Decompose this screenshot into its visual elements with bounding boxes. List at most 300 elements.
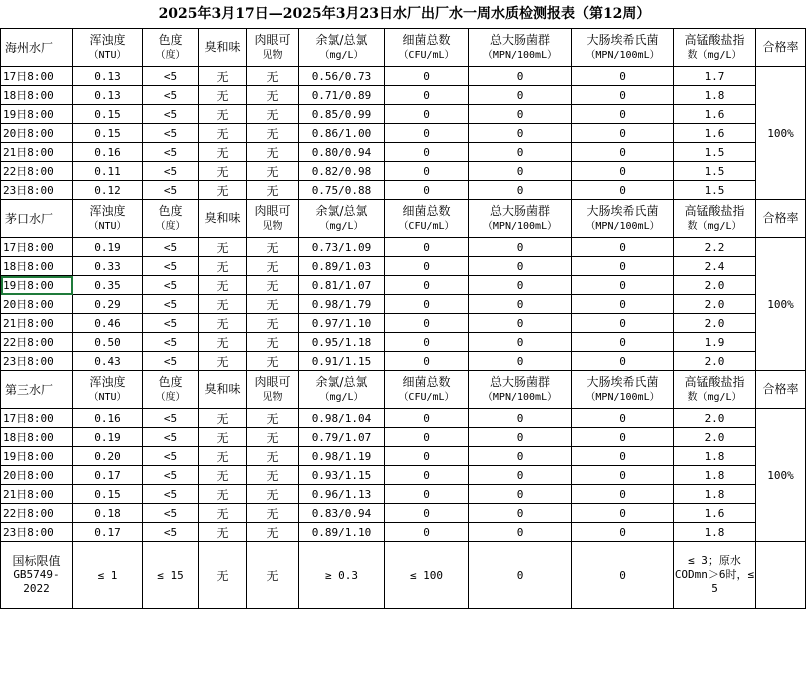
plant-header-row bbox=[1, 200, 806, 238]
bacteria-cell[interactable]: 0 bbox=[385, 257, 469, 276]
header-permanganate-line2: 数（mg/L） bbox=[687, 220, 742, 232]
coliform-cell[interactable]: 0 bbox=[469, 105, 572, 124]
turbidity-cell[interactable]: 0.13 bbox=[73, 67, 143, 86]
bacteria-cell[interactable]: 0 bbox=[385, 314, 469, 333]
color-cell[interactable]: <5 bbox=[143, 466, 199, 485]
turbidity-cell[interactable]: 0.50 bbox=[73, 333, 143, 352]
turbidity-cell[interactable]: 0.13 bbox=[73, 86, 143, 105]
table-row bbox=[1, 333, 806, 352]
date-cell[interactable]: 18日8:00 bbox=[1, 86, 73, 105]
header-coliform-line1: 总大肠菌群 bbox=[489, 32, 550, 47]
header-bacteria[interactable] bbox=[385, 29, 469, 67]
color-cell[interactable]: <5 bbox=[143, 162, 199, 181]
header-permanganate[interactable] bbox=[674, 29, 756, 67]
visible-cell[interactable]: 无 bbox=[247, 333, 299, 352]
header-ecoli-line1: 大肠埃希氏菌 bbox=[586, 374, 659, 389]
standard-ecoli[interactable]: 0 bbox=[572, 542, 674, 609]
header-visible-line2: 见物 bbox=[262, 49, 283, 61]
chlorine-cell[interactable]: 0.93/1.15 bbox=[299, 466, 385, 485]
header-ecoli-line2: （MPN/100mL） bbox=[585, 49, 660, 61]
ecoli-cell[interactable]: 0 bbox=[572, 447, 674, 466]
coliform-cell[interactable]: 0 bbox=[469, 523, 572, 542]
cod-cell[interactable]: 2.0 bbox=[674, 295, 756, 314]
cod-cell[interactable]: 1.5 bbox=[674, 181, 756, 200]
coliform-cell[interactable]: 0 bbox=[469, 504, 572, 523]
color-cell[interactable]: <5 bbox=[143, 295, 199, 314]
color-cell[interactable]: <5 bbox=[143, 276, 199, 295]
header-ecoli-line1: 大肠埃希氏菌 bbox=[586, 203, 659, 218]
coliform-cell[interactable]: 0 bbox=[469, 352, 572, 371]
cod-cell[interactable]: 1.8 bbox=[674, 447, 756, 466]
coliform-cell[interactable]: 0 bbox=[469, 466, 572, 485]
turbidity-cell[interactable]: 0.33 bbox=[73, 257, 143, 276]
cod-cell[interactable]: 1.8 bbox=[674, 523, 756, 542]
standard-coliform[interactable]: 0 bbox=[469, 542, 572, 609]
cod-cell[interactable]: 2.0 bbox=[674, 352, 756, 371]
header-coliform-line1: 总大肠菌群 bbox=[489, 374, 550, 389]
bacteria-cell[interactable]: 0 bbox=[385, 162, 469, 181]
date-cell[interactable]: 23日8:00 bbox=[1, 352, 73, 371]
header-permanganate-line2: 数（mg/L） bbox=[687, 391, 742, 403]
header-visible[interactable] bbox=[247, 371, 299, 409]
turbidity-cell[interactable]: 0.16 bbox=[73, 143, 143, 162]
ecoli-cell[interactable]: 0 bbox=[572, 485, 674, 504]
visible-cell[interactable]: 无 bbox=[247, 485, 299, 504]
header-ecoli[interactable] bbox=[572, 200, 674, 238]
visible-cell[interactable]: 无 bbox=[247, 67, 299, 86]
odor-cell[interactable]: 无 bbox=[199, 447, 247, 466]
header-pass-rate[interactable]: 合格率 bbox=[756, 371, 806, 409]
visible-cell[interactable]: 无 bbox=[247, 257, 299, 276]
color-cell[interactable]: <5 bbox=[143, 105, 199, 124]
turbidity-cell[interactable]: 0.17 bbox=[73, 523, 143, 542]
cod-cell[interactable]: 1.7 bbox=[674, 67, 756, 86]
bacteria-cell[interactable]: 0 bbox=[385, 352, 469, 371]
cod-cell[interactable]: 2.4 bbox=[674, 257, 756, 276]
color-cell[interactable]: <5 bbox=[143, 238, 199, 257]
plant-name[interactable]: 海州水厂 bbox=[1, 29, 73, 67]
chlorine-cell[interactable]: 0.97/1.10 bbox=[299, 314, 385, 333]
standard-turbidity[interactable]: ≤ 1 bbox=[73, 542, 143, 609]
header-coliform[interactable] bbox=[469, 371, 572, 409]
ecoli-cell[interactable]: 0 bbox=[572, 143, 674, 162]
plant-header-row bbox=[1, 371, 806, 409]
bacteria-cell[interactable]: 0 bbox=[385, 485, 469, 504]
bacteria-cell[interactable]: 0 bbox=[385, 504, 469, 523]
bacteria-cell[interactable]: 0 bbox=[385, 143, 469, 162]
odor-cell[interactable]: 无 bbox=[199, 352, 247, 371]
header-coliform-line2: （MPN/100mL） bbox=[482, 49, 558, 61]
ecoli-cell[interactable]: 0 bbox=[572, 276, 674, 295]
standard-color[interactable]: ≤ 15 bbox=[143, 542, 199, 609]
cod-cell[interactable]: 1.6 bbox=[674, 504, 756, 523]
chlorine-cell[interactable]: 0.95/1.18 bbox=[299, 333, 385, 352]
cod-cell[interactable]: 1.5 bbox=[674, 143, 756, 162]
date-cell[interactable]: 17日8:00 bbox=[1, 67, 73, 86]
chlorine-cell[interactable]: 0.96/1.13 bbox=[299, 485, 385, 504]
header-color[interactable] bbox=[143, 29, 199, 67]
turbidity-cell[interactable]: 0.15 bbox=[73, 485, 143, 504]
header-color[interactable] bbox=[143, 371, 199, 409]
odor-cell[interactable]: 无 bbox=[199, 238, 247, 257]
chlorine-cell[interactable]: 0.98/1.79 bbox=[299, 295, 385, 314]
header-bacteria-line1: 细菌总数 bbox=[402, 203, 451, 218]
header-visible-line1: 肉眼可 bbox=[254, 374, 291, 389]
plant-name[interactable]: 第三水厂 bbox=[1, 371, 73, 409]
odor-cell[interactable]: 无 bbox=[199, 162, 247, 181]
visible-cell[interactable]: 无 bbox=[247, 466, 299, 485]
date-cell[interactable]: 20日8:00 bbox=[1, 466, 73, 485]
coliform-cell[interactable]: 0 bbox=[469, 238, 572, 257]
ecoli-cell[interactable]: 0 bbox=[572, 504, 674, 523]
date-cell[interactable]: 19日8:00 bbox=[1, 276, 73, 295]
header-pass-rate[interactable]: 合格率 bbox=[756, 29, 806, 67]
header-bacteria[interactable] bbox=[385, 371, 469, 409]
bacteria-cell[interactable]: 0 bbox=[385, 86, 469, 105]
date-cell[interactable]: 22日8:00 bbox=[1, 333, 73, 352]
header-pass-rate[interactable]: 合格率 bbox=[756, 200, 806, 238]
turbidity-cell[interactable]: 0.15 bbox=[73, 124, 143, 143]
ecoli-cell[interactable]: 0 bbox=[572, 105, 674, 124]
visible-cell[interactable]: 无 bbox=[247, 162, 299, 181]
color-cell[interactable]: <5 bbox=[143, 67, 199, 86]
chlorine-cell[interactable]: 0.75/0.88 bbox=[299, 181, 385, 200]
header-chlorine[interactable] bbox=[299, 200, 385, 238]
cod-cell[interactable]: 1.8 bbox=[674, 466, 756, 485]
bacteria-cell[interactable]: 0 bbox=[385, 105, 469, 124]
ecoli-cell[interactable]: 0 bbox=[572, 181, 674, 200]
cod-cell[interactable]: 2.2 bbox=[674, 238, 756, 257]
header-bacteria-line2: （CFU/mL） bbox=[398, 49, 455, 61]
header-coliform-line2: （MPN/100mL） bbox=[482, 220, 558, 232]
ecoli-cell[interactable]: 0 bbox=[572, 295, 674, 314]
bacteria-cell[interactable]: 0 bbox=[385, 409, 469, 428]
cod-cell[interactable]: 1.8 bbox=[674, 485, 756, 504]
chlorine-cell[interactable]: 0.98/1.19 bbox=[299, 447, 385, 466]
date-cell[interactable]: 18日8:00 bbox=[1, 428, 73, 447]
date-cell[interactable]: 18日8:00 bbox=[1, 257, 73, 276]
header-chlorine[interactable] bbox=[299, 29, 385, 67]
bacteria-cell[interactable]: 0 bbox=[385, 238, 469, 257]
turbidity-cell[interactable]: 0.43 bbox=[73, 352, 143, 371]
color-cell[interactable]: <5 bbox=[143, 124, 199, 143]
table-row bbox=[1, 314, 806, 333]
table-row bbox=[1, 105, 806, 124]
odor-cell[interactable]: 无 bbox=[199, 257, 247, 276]
cod-cell[interactable]: 1.8 bbox=[674, 86, 756, 105]
coliform-cell[interactable]: 0 bbox=[469, 162, 572, 181]
header-turbidity[interactable] bbox=[73, 200, 143, 238]
bacteria-cell[interactable]: 0 bbox=[385, 67, 469, 86]
header-odor[interactable]: 臭和味 bbox=[199, 29, 247, 67]
ecoli-cell[interactable]: 0 bbox=[572, 352, 674, 371]
ecoli-cell[interactable]: 0 bbox=[572, 86, 674, 105]
chlorine-cell[interactable]: 0.82/0.98 bbox=[299, 162, 385, 181]
standard-chlorine[interactable]: ≥ 0.3 bbox=[299, 542, 385, 609]
coliform-cell[interactable]: 0 bbox=[469, 333, 572, 352]
bacteria-cell[interactable]: 0 bbox=[385, 181, 469, 200]
odor-cell[interactable]: 无 bbox=[199, 124, 247, 143]
ecoli-cell[interactable]: 0 bbox=[572, 466, 674, 485]
odor-cell[interactable]: 无 bbox=[199, 314, 247, 333]
standard-label-line: 国标限值 bbox=[12, 554, 61, 568]
coliform-cell[interactable]: 0 bbox=[469, 295, 572, 314]
coliform-cell[interactable]: 0 bbox=[469, 485, 572, 504]
date-cell[interactable]: 23日8:00 bbox=[1, 181, 73, 200]
date-cell[interactable]: 20日8:00 bbox=[1, 295, 73, 314]
visible-cell[interactable]: 无 bbox=[247, 124, 299, 143]
bacteria-cell[interactable]: 0 bbox=[385, 333, 469, 352]
ecoli-cell[interactable]: 0 bbox=[572, 124, 674, 143]
turbidity-cell[interactable]: 0.11 bbox=[73, 162, 143, 181]
standard-cod[interactable]: ≤ 3；原水CODmn＞6时，≤ 5 bbox=[674, 542, 756, 609]
header-turbidity-line1: 浑浊度 bbox=[89, 374, 126, 389]
table-row bbox=[1, 257, 806, 276]
header-turbidity[interactable] bbox=[73, 371, 143, 409]
odor-cell[interactable]: 无 bbox=[199, 428, 247, 447]
table-row bbox=[1, 523, 806, 542]
ecoli-cell[interactable]: 0 bbox=[572, 257, 674, 276]
bacteria-cell[interactable]: 0 bbox=[385, 447, 469, 466]
chlorine-cell[interactable]: 0.71/0.89 bbox=[299, 86, 385, 105]
bacteria-cell[interactable]: 0 bbox=[385, 276, 469, 295]
header-chlorine[interactable] bbox=[299, 371, 385, 409]
ecoli-cell[interactable]: 0 bbox=[572, 67, 674, 86]
visible-cell[interactable]: 无 bbox=[247, 276, 299, 295]
turbidity-cell[interactable]: 0.19 bbox=[73, 238, 143, 257]
standard-bacteria[interactable]: ≤ 100 bbox=[385, 542, 469, 609]
odor-cell[interactable]: 无 bbox=[199, 523, 247, 542]
color-cell[interactable]: <5 bbox=[143, 86, 199, 105]
standard-odor[interactable]: 无 bbox=[199, 542, 247, 609]
odor-cell[interactable]: 无 bbox=[199, 143, 247, 162]
table-row bbox=[1, 86, 806, 105]
cod-cell[interactable]: 2.0 bbox=[674, 428, 756, 447]
ecoli-cell[interactable]: 0 bbox=[572, 428, 674, 447]
ecoli-cell[interactable]: 0 bbox=[572, 162, 674, 181]
date-cell[interactable]: 21日8:00 bbox=[1, 314, 73, 333]
date-cell[interactable]: 22日8:00 bbox=[1, 504, 73, 523]
turbidity-cell[interactable]: 0.16 bbox=[73, 409, 143, 428]
color-cell[interactable]: <5 bbox=[143, 409, 199, 428]
header-odor[interactable]: 臭和味 bbox=[199, 200, 247, 238]
date-cell[interactable]: 21日8:00 bbox=[1, 485, 73, 504]
color-cell[interactable]: <5 bbox=[143, 181, 199, 200]
color-cell[interactable]: <5 bbox=[143, 314, 199, 333]
header-coliform[interactable] bbox=[469, 200, 572, 238]
visible-cell[interactable]: 无 bbox=[247, 523, 299, 542]
color-cell[interactable]: <5 bbox=[143, 523, 199, 542]
header-bacteria-line2: （CFU/mL） bbox=[398, 220, 455, 232]
header-coliform-line2: （MPN/100mL） bbox=[482, 391, 558, 403]
cod-cell[interactable]: 1.6 bbox=[674, 124, 756, 143]
coliform-cell[interactable]: 0 bbox=[469, 143, 572, 162]
bacteria-cell[interactable]: 0 bbox=[385, 523, 469, 542]
odor-cell[interactable]: 无 bbox=[199, 504, 247, 523]
bacteria-cell[interactable]: 0 bbox=[385, 428, 469, 447]
pass-rate-cell[interactable]: 100% bbox=[756, 238, 806, 371]
chlorine-cell[interactable]: 0.56/0.73 bbox=[299, 67, 385, 86]
color-cell[interactable]: <5 bbox=[143, 333, 199, 352]
header-turbidity[interactable] bbox=[73, 29, 143, 67]
visible-cell[interactable]: 无 bbox=[247, 447, 299, 466]
pass-rate-cell[interactable]: 100% bbox=[756, 67, 806, 200]
chlorine-cell[interactable]: 0.86/1.00 bbox=[299, 124, 385, 143]
header-color-line2: （度） bbox=[155, 220, 186, 232]
header-bacteria[interactable] bbox=[385, 200, 469, 238]
table-row bbox=[1, 67, 806, 86]
turbidity-cell[interactable]: 0.12 bbox=[73, 181, 143, 200]
visible-cell[interactable]: 无 bbox=[247, 314, 299, 333]
turbidity-cell[interactable]: 0.19 bbox=[73, 428, 143, 447]
header-visible[interactable] bbox=[247, 29, 299, 67]
chlorine-cell[interactable]: 0.83/0.94 bbox=[299, 504, 385, 523]
chlorine-cell[interactable]: 0.79/1.07 bbox=[299, 428, 385, 447]
date-cell[interactable]: 22日8:00 bbox=[1, 162, 73, 181]
turbidity-cell[interactable]: 0.18 bbox=[73, 504, 143, 523]
cod-cell[interactable]: 2.0 bbox=[674, 314, 756, 333]
header-turbidity-line1: 浑浊度 bbox=[89, 203, 126, 218]
header-permanganate[interactable] bbox=[674, 371, 756, 409]
visible-cell[interactable]: 无 bbox=[247, 86, 299, 105]
coliform-cell[interactable]: 0 bbox=[469, 86, 572, 105]
coliform-cell[interactable]: 0 bbox=[469, 428, 572, 447]
bacteria-cell[interactable]: 0 bbox=[385, 124, 469, 143]
table-row bbox=[1, 447, 806, 466]
color-cell[interactable]: <5 bbox=[143, 485, 199, 504]
plant-name[interactable]: 茅口水厂 bbox=[1, 200, 73, 238]
visible-cell[interactable]: 无 bbox=[247, 181, 299, 200]
chlorine-cell[interactable]: 0.81/1.07 bbox=[299, 276, 385, 295]
visible-cell[interactable]: 无 bbox=[247, 105, 299, 124]
visible-cell[interactable]: 无 bbox=[247, 409, 299, 428]
turbidity-cell[interactable]: 0.29 bbox=[73, 295, 143, 314]
table-body bbox=[1, 29, 806, 609]
chlorine-cell[interactable]: 0.85/0.99 bbox=[299, 105, 385, 124]
date-cell[interactable]: 19日8:00 bbox=[1, 447, 73, 466]
odor-cell[interactable]: 无 bbox=[199, 485, 247, 504]
header-permanganate[interactable] bbox=[674, 200, 756, 238]
odor-cell[interactable]: 无 bbox=[199, 86, 247, 105]
ecoli-cell[interactable]: 0 bbox=[572, 409, 674, 428]
date-cell[interactable]: 17日8:00 bbox=[1, 409, 73, 428]
date-cell[interactable]: 17日8:00 bbox=[1, 238, 73, 257]
coliform-cell[interactable]: 0 bbox=[469, 67, 572, 86]
header-coliform[interactable] bbox=[469, 29, 572, 67]
color-cell[interactable]: <5 bbox=[143, 447, 199, 466]
header-color-line2: （度） bbox=[155, 391, 186, 403]
header-chlorine-line1: 余氯/总氯 bbox=[315, 203, 368, 218]
date-cell[interactable]: 23日8:00 bbox=[1, 523, 73, 542]
visible-cell[interactable]: 无 bbox=[247, 295, 299, 314]
header-ecoli-line1: 大肠埃希氏菌 bbox=[586, 32, 659, 47]
table-row bbox=[1, 124, 806, 143]
odor-cell[interactable]: 无 bbox=[199, 466, 247, 485]
coliform-cell[interactable]: 0 bbox=[469, 447, 572, 466]
coliform-cell[interactable]: 0 bbox=[469, 124, 572, 143]
odor-cell[interactable]: 无 bbox=[199, 105, 247, 124]
standard-label[interactable] bbox=[1, 542, 73, 609]
chlorine-cell[interactable]: 0.80/0.94 bbox=[299, 143, 385, 162]
chlorine-cell[interactable]: 0.91/1.15 bbox=[299, 352, 385, 371]
header-ecoli[interactable] bbox=[572, 29, 674, 67]
table-row bbox=[1, 504, 806, 523]
header-visible[interactable] bbox=[247, 200, 299, 238]
date-cell[interactable]: 21日8:00 bbox=[1, 143, 73, 162]
visible-cell[interactable]: 无 bbox=[247, 428, 299, 447]
turbidity-cell[interactable]: 0.20 bbox=[73, 447, 143, 466]
color-cell[interactable]: <5 bbox=[143, 428, 199, 447]
date-cell[interactable]: 19日8:00 bbox=[1, 105, 73, 124]
visible-cell[interactable]: 无 bbox=[247, 238, 299, 257]
date-cell[interactable]: 20日8:00 bbox=[1, 124, 73, 143]
cod-cell[interactable]: 2.0 bbox=[674, 409, 756, 428]
turbidity-cell[interactable]: 0.17 bbox=[73, 466, 143, 485]
cod-cell[interactable]: 1.5 bbox=[674, 162, 756, 181]
cod-cell[interactable]: 1.6 bbox=[674, 105, 756, 124]
header-turbidity-line2: （NTU） bbox=[88, 220, 127, 232]
visible-cell[interactable]: 无 bbox=[247, 352, 299, 371]
table-row bbox=[1, 162, 806, 181]
bacteria-cell[interactable]: 0 bbox=[385, 295, 469, 314]
plant-header-row bbox=[1, 29, 806, 67]
bacteria-cell[interactable]: 0 bbox=[385, 466, 469, 485]
color-cell[interactable]: <5 bbox=[143, 504, 199, 523]
color-cell[interactable]: <5 bbox=[143, 352, 199, 371]
odor-cell[interactable]: 无 bbox=[199, 409, 247, 428]
turbidity-cell[interactable]: 0.46 bbox=[73, 314, 143, 333]
cod-cell[interactable]: 1.9 bbox=[674, 333, 756, 352]
color-cell[interactable]: <5 bbox=[143, 143, 199, 162]
header-permanganate-line1: 高锰酸盐指 bbox=[684, 203, 745, 218]
odor-cell[interactable]: 无 bbox=[199, 333, 247, 352]
visible-cell[interactable]: 无 bbox=[247, 143, 299, 162]
water-quality-table bbox=[0, 28, 806, 609]
coliform-cell[interactable]: 0 bbox=[469, 276, 572, 295]
coliform-cell[interactable]: 0 bbox=[469, 314, 572, 333]
header-visible-line2: 见物 bbox=[262, 220, 283, 232]
standard-row bbox=[1, 542, 806, 609]
coliform-cell[interactable]: 0 bbox=[469, 409, 572, 428]
header-ecoli[interactable] bbox=[572, 371, 674, 409]
ecoli-cell[interactable]: 0 bbox=[572, 333, 674, 352]
turbidity-cell[interactable]: 0.15 bbox=[73, 105, 143, 124]
chlorine-cell[interactable]: 0.73/1.09 bbox=[299, 238, 385, 257]
turbidity-cell[interactable]: 0.35 bbox=[73, 276, 143, 295]
chlorine-cell[interactable]: 0.98/1.04 bbox=[299, 409, 385, 428]
visible-cell[interactable]: 无 bbox=[247, 504, 299, 523]
ecoli-cell[interactable]: 0 bbox=[572, 238, 674, 257]
table-row bbox=[1, 295, 806, 314]
standard-pass-rate[interactable] bbox=[756, 542, 806, 609]
ecoli-cell[interactable]: 0 bbox=[572, 314, 674, 333]
ecoli-cell[interactable]: 0 bbox=[572, 523, 674, 542]
odor-cell[interactable]: 无 bbox=[199, 67, 247, 86]
coliform-cell[interactable]: 0 bbox=[469, 181, 572, 200]
odor-cell[interactable]: 无 bbox=[199, 276, 247, 295]
header-color[interactable] bbox=[143, 200, 199, 238]
chlorine-cell[interactable]: 0.89/1.03 bbox=[299, 257, 385, 276]
standard-visible[interactable]: 无 bbox=[247, 542, 299, 609]
cod-cell[interactable]: 2.0 bbox=[674, 276, 756, 295]
pass-rate-cell[interactable]: 100% bbox=[756, 409, 806, 542]
coliform-cell[interactable]: 0 bbox=[469, 257, 572, 276]
chlorine-cell[interactable]: 0.89/1.10 bbox=[299, 523, 385, 542]
header-odor[interactable]: 臭和味 bbox=[199, 371, 247, 409]
odor-cell[interactable]: 无 bbox=[199, 295, 247, 314]
odor-cell[interactable]: 无 bbox=[199, 181, 247, 200]
color-cell[interactable]: <5 bbox=[143, 257, 199, 276]
